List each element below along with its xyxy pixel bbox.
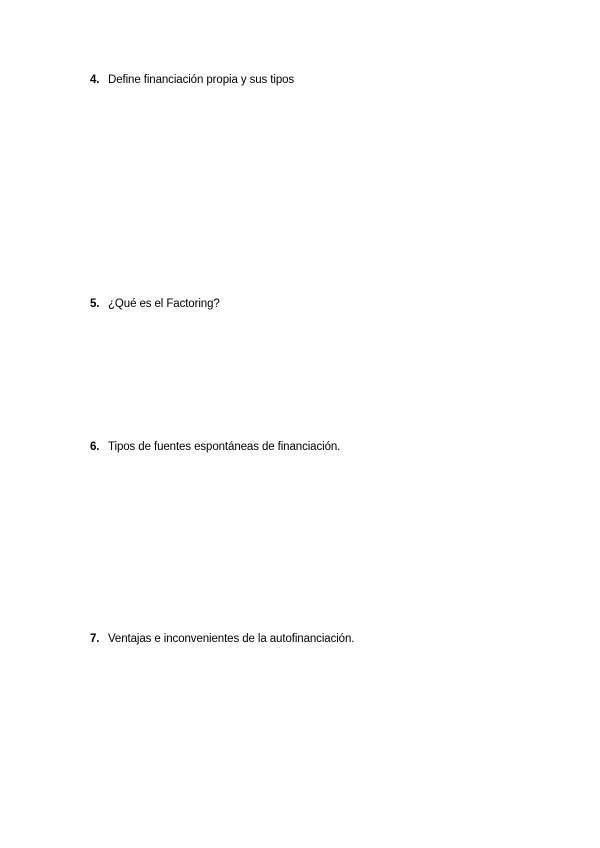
- question-7: [90, 632, 354, 646]
- question-text: ¿Qué es el Factoring?: [108, 298, 220, 310]
- question-text: Tipos de fuentes espontáneas de financiación.: [108, 441, 341, 453]
- question-6: [90, 440, 340, 454]
- question-5: [90, 297, 220, 311]
- question-text: Ventajas e inconvenientes de la autofinanciación.: [108, 633, 355, 645]
- question-text: Define financiación propia y sus tipos: [108, 74, 295, 86]
- question-4: [90, 73, 294, 87]
- question-number: 7.: [90, 633, 100, 645]
- question-number: 5.: [90, 298, 100, 310]
- question-number: 4.: [90, 74, 100, 86]
- question-number: 6.: [90, 441, 100, 453]
